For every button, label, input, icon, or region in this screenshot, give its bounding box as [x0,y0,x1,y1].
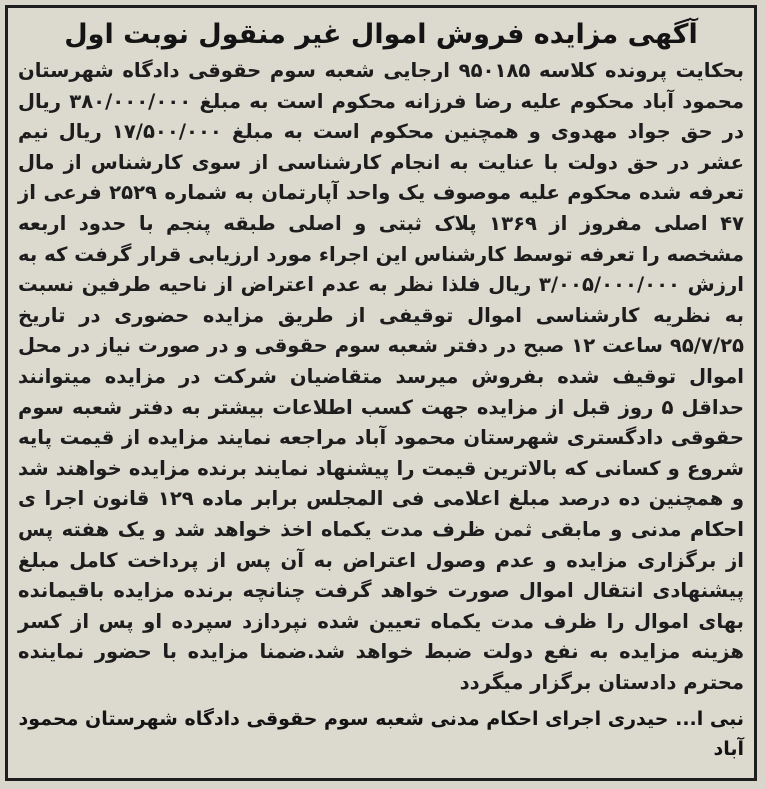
notice-title: آگهی مزایده فروش اموال غیر منقول نوبت اول [64,19,698,50]
notice-signature: نبی ا... حیدری اجرای احکام مدنی شعبه سوم حقوقی دادگاه شهرستان محمود آباد [18,708,744,761]
notice-body: بحکایت پرونده کلاسه ۹۵۰۱۸۵ ارجایی شعبه سوم حقوقی دادگاه شهرستان محمود آباد محکوم علیه رضا فرزانه محکوم است به مبلغ ۳۸۰/۰۰۰/۰۰۰ ریال در حق جواد مهدوی و همچنین محکوم است به مبلغ ۱۷/۵۰۰/۰۰۰ ریال نیم عشر در حق دولت با عنایت به انجام کارشناسی از سوی کارشناس از مال تعرفه شده محکوم علیه موصوف یک واحد آپارتمان به شماره ۲۵۲۹ فرعی از ۴۷ اصلی مفروز از ۱۳۶۹ پلاک ثبتی و اصلی طبقه پنجم با حدود اربعه مشخصه را تعرفه توسط کارشناس این اجراء مورد ارزیابی قرار گرفت که به ارزش ۳/۰۰۵/۰۰۰/۰۰۰ ریال فلذا نظر به عدم اعتراض از ناحیه طرفین نسبت به نظریه کارشناسی اموال توقیفی از طریق مزایده حضوری در تاریخ ۹۵/۷/۲۵ ساعت ۱۲ صبح در دفتر شعبه سوم حقوقی و در صورت نیاز در محل اموال توقیف شده بفروش میرسد متقاضیان شرکت در مزایده میتوانند حداقل ۵ روز قبل از مزایده جهت کسب اطلاعات بیشتر به دفتر شعبه سوم حقوقی دادگستری شهرستان محمود آباد مراجعه نمایند مزایده از قیمت پایه شروع و کسانی که بالاترین قیمت را پیشنهاد نمایند برنده مزایده خواهند شد و همچنین ده درصد مبلغ اعلامی فی المجلس برابر ماده ۱۲۹ قانون اجرا ی احکام مدنی و مابقی ثمن ظرف مدت یکماه اخذ خواهد شد و یک هفته پس از برگزاری مزایده و عدم وصول اعتراض به آن پس از پرداخت کامل مبلغ پیشنهادی انتقال اموال صورت خواهد گرفت چنانچه برنده مزایده باقیمانده بهای اموال را ظرف مدت یکماه تعیین شده نپردازد سپرده او پس از کسر هزینه مزایده به نفع دولت ضبط خواهد شد.ضمنا مزایده با حضور نماینده محترم دادستان برگزار میگردد [18,59,745,694]
notice-frame [5,5,757,781]
